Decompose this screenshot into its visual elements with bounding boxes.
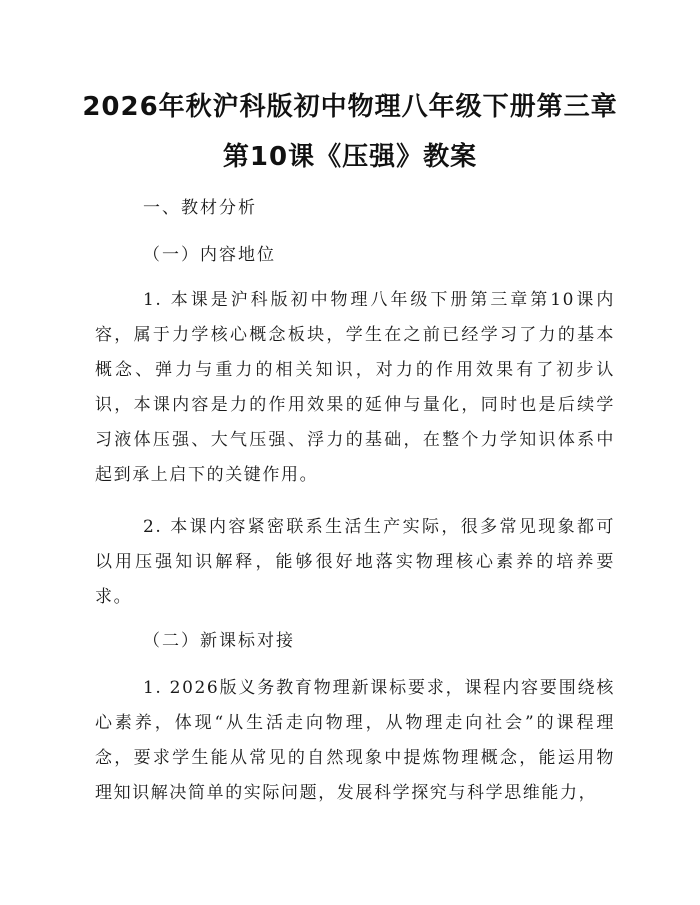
document-title-line2: 第10课《压强》教案 (222, 142, 478, 172)
paragraph-curriculum-standard-1: 1. 2026版义务教育物理新课标要求，课程内容要围绕核心素养，体现“从生活走向物理，从物理走向社会”的课程理念，要求学生能从常见的自然现象中提炼物理概念，能运用物理知识解决简单的实际问题，发展科学探究与科学思维能力， (95, 678, 615, 803)
subsection-heading-content-position: （一）内容地位 (143, 245, 276, 265)
paragraph-content-position-2: 2. 本课内容紧密联系生活生产实际，很多常见现象都可以用压强知识解释，能够很好地落实物理核心素养的培养要求。 (95, 517, 615, 607)
subsection-heading-curriculum-standard: （二）新课标对接 (143, 631, 295, 651)
document-title-line1: 2026年秋沪科版初中物理八年级下册第三章 (82, 92, 618, 122)
section-heading-textbook-analysis: 一、教材分析 (143, 198, 257, 218)
paragraph-content-position-1: 1. 本课是沪科版初中物理八年级下册第三章第10课内容，属于力学核心概念板块，学生在之前已经学习了力的基本概念、弹力与重力的相关知识，对力的作用效果有了初步认识，本课内容是力的作用效果的延伸与量化，同时也是后续学习液体压强、大气压强、浮力的基础，在整个力学知识体系中起到承上启下的关键作用。 (95, 290, 615, 485)
